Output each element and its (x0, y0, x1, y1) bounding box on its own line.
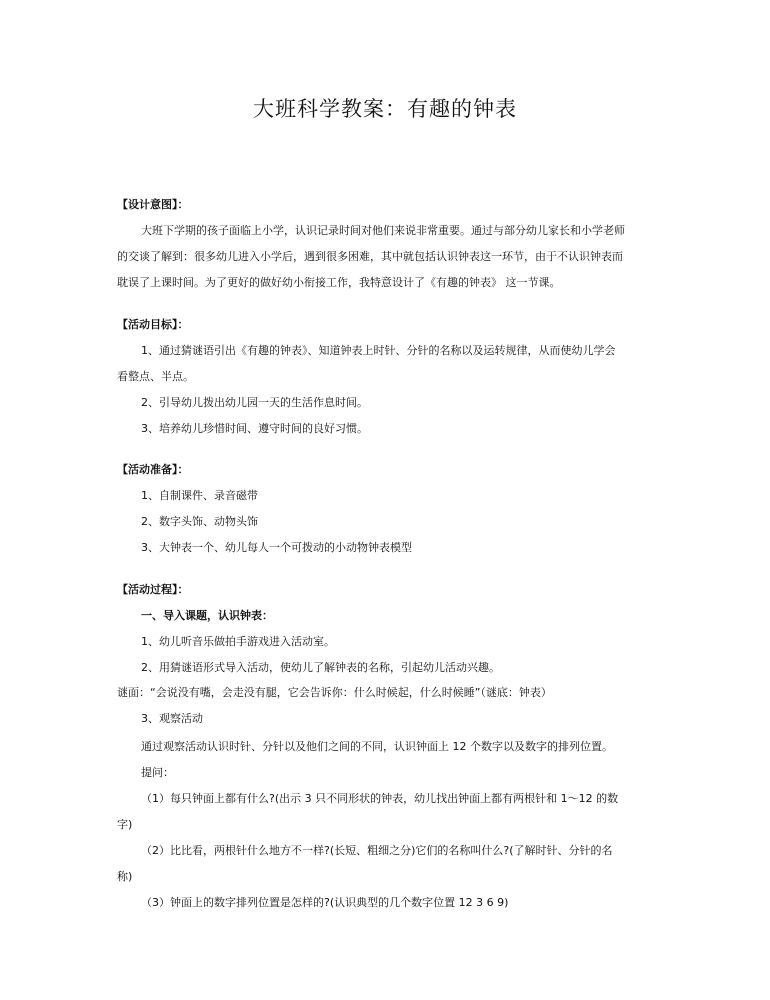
paragraph-line: 大班下学期的孩子面临上小学，认识记录时间对他们来说非常重要。通过与部分幼儿家长和小学老师 (141, 224, 625, 237)
prep-item: 2、数字头饰、动物头饰 (141, 515, 258, 528)
goal-item: 3、培养幼儿珍惜时间、遵守时间的良好习惯。 (141, 422, 368, 435)
prep-item: 1、自制课件、录音磁带 (141, 489, 258, 502)
goal-item: 2、引导幼儿拨出幼儿园一天的生活作息时间。 (141, 396, 368, 409)
riddle-line: 谜面：“会说没有嘴，会走没有腿，它会告诉你：什么时候起，什么时候睡”（谜底：钟表） (117, 686, 552, 699)
section-heading-prep: 【活动准备】： (117, 463, 189, 476)
paragraph-line: 的交谈了解到：很多幼儿进入小学后，遇到很多困难，其中就包括认识钟表这一环节，由于不认识钟表而 (117, 250, 623, 263)
question-item-continued: 字) (117, 818, 133, 831)
process-step: 3、观察活动 (141, 712, 203, 725)
goal-item: 1、通过猜谜语引出《有趣的钟表》、知道钟表上时针、分针的名称以及运转规律，从而使幼儿学会 (141, 344, 616, 357)
question-label: 提问： (141, 766, 174, 779)
question-item: （2）比比看，两根针什么地方不一样?(长短、粗细之分)它们的名称叫什么?(了解时针、分针的名 (141, 844, 613, 857)
paragraph-line: 通过观察活动认识时针、分针以及他们之间的不同，认识钟面上 12 个数字以及数字的排列位置。 (141, 740, 613, 753)
section-heading-design: 【设计意图】： (117, 198, 189, 211)
question-item: （3）钟面上的数字排列位置是怎样的?(认识典型的几个数字位置 12 3 6 9) (141, 896, 509, 909)
process-step: 2、用猜谜语形式导入活动，使幼儿了解钟表的名称，引起幼儿活动兴趣。 (141, 661, 500, 674)
process-step: 1、幼儿听音乐做拍手游戏进入活动室。 (141, 635, 335, 648)
goal-item-continued: 看整点、半点。 (117, 370, 194, 383)
process-subheading: 一、导入课题，认识钟表： (141, 609, 273, 622)
question-item-continued: 称) (117, 870, 133, 883)
paragraph-line: 耽误了上课时间。为了更好的做好幼小衔接工作，我特意设计了《有趣的钟表》 这一节课。 (117, 276, 561, 289)
question-item: （1）每只钟面上都有什么?(出示 3 只不同形状的钟表，幼儿找出钟面上都有两根针和 1～12 的数 (141, 792, 619, 805)
section-heading-goals: 【活动目标】： (117, 318, 189, 331)
prep-item: 3、大钟表一个、幼儿每人一个可拨动的小动物钟表模型 (141, 541, 412, 554)
document-title: 大班科学教案：有趣的钟表 (253, 97, 517, 121)
section-heading-process: 【活动过程】： (117, 583, 189, 596)
